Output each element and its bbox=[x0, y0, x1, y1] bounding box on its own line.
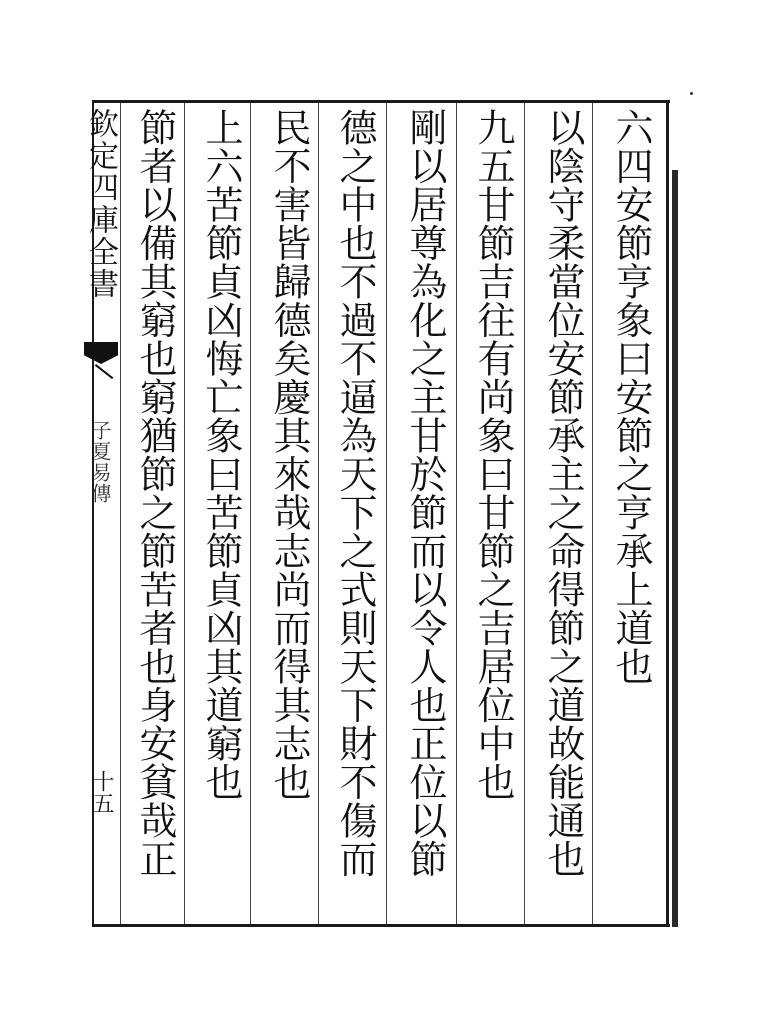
frame-bottom-border bbox=[92, 924, 670, 927]
text-column-5: 德之中也不過不逼為天下之式則天下財不傷而 bbox=[333, 108, 377, 878]
text-column-8: 節者以備其窮也窮猶節之節苦者也身安貧哉正 bbox=[133, 108, 177, 878]
ink-speck bbox=[690, 92, 693, 95]
text-column-4: 剛以居尊為化之主甘於節而以令人也正位以節 bbox=[403, 108, 447, 878]
column-rule bbox=[250, 103, 251, 924]
frame-right-thick-border bbox=[672, 170, 678, 927]
column-rule bbox=[524, 103, 525, 924]
text-column-7: 上六苦節貞凶悔亡象曰苦節貞凶其道窮也 bbox=[199, 108, 243, 801]
work-title: 子夏易傳 bbox=[88, 420, 112, 504]
column-rule bbox=[120, 103, 121, 924]
frame-right-border bbox=[666, 100, 669, 927]
column-rule bbox=[456, 103, 457, 924]
page-number: 十五 bbox=[89, 770, 114, 814]
frame-top-border bbox=[92, 100, 670, 103]
column-rule bbox=[592, 103, 593, 924]
text-column-6: 民不害皆歸德矣慶其來哉志尚而得其志也 bbox=[267, 108, 311, 801]
text-column-1: 六四安節亨象曰安節之亨承上道也 bbox=[609, 108, 653, 686]
text-column-2: 以陰守柔當位安節承主之命得節之道故能通也 bbox=[541, 108, 585, 878]
column-rule bbox=[318, 103, 319, 924]
column-rule bbox=[184, 103, 185, 924]
column-rule bbox=[386, 103, 387, 924]
fish-tail-mark-icon bbox=[84, 342, 118, 364]
fish-tail-line-icon bbox=[95, 364, 114, 379]
text-column-3: 九五甘節吉往有尚象曰甘節之吉居位中也 bbox=[471, 108, 515, 801]
book-title: 欽定四庫全書 bbox=[83, 108, 118, 300]
